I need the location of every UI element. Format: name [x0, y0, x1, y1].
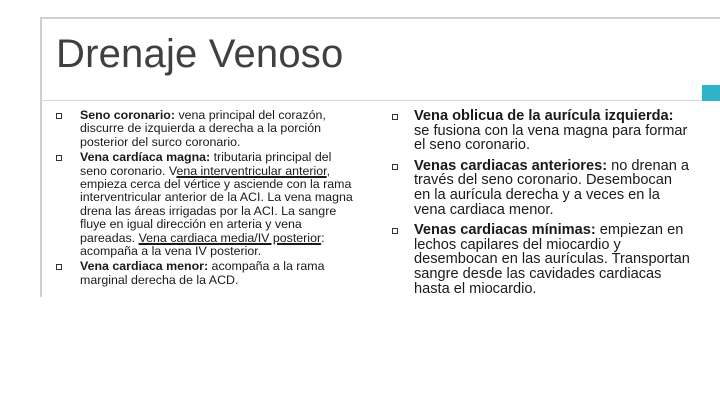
bullet-text: tributaria principal del seno coronario. V [80, 150, 332, 178]
bullet-term: Vena oblicua de la aurícula izquierda: [414, 108, 674, 124]
bullet-item-vena-cardiaca-magna [56, 151, 356, 258]
underlined-text: Vena cardiaca media/IV posterior [138, 230, 322, 245]
square-bullet-icon [392, 228, 398, 234]
square-bullet-icon [392, 164, 398, 170]
bullet-item-venas-anteriores [390, 159, 690, 217]
bullet-text: , empieza cerca del vértice y asciende con la rama interventricular anterior de la ACI. La vena magna drena las áreas irrigadas por la ACI. La sangre fluye en igual dirección en arteria y vena pareadas. [80, 163, 353, 245]
bullet-term: Vena cardiaca menor: [80, 259, 209, 274]
bullet-item-venas-minimas [390, 223, 690, 296]
bullet-text: empiezan en lechos capilares del miocardio y desembocan en las aurículas. Transportan sangre desde las cavidades cardiacas hasta el miocardio. [414, 222, 690, 297]
square-bullet-icon [56, 155, 62, 161]
right-bullet-list [390, 109, 690, 302]
bullet-term: Seno coronario: [80, 108, 176, 122]
bullet-item-seno-coronario [56, 109, 356, 149]
slide-frame-top-line [40, 17, 720, 19]
bullet-item-vena-oblicua [390, 109, 690, 153]
slide-frame-left-line [40, 17, 42, 297]
bullet-term: Vena cardíaca magna: [80, 150, 211, 165]
left-bullet-list [56, 109, 356, 289]
square-bullet-icon [56, 264, 62, 270]
bullet-text: acompaña a la rama marginal derecha de la ACD. [80, 259, 325, 287]
bullet-term: Venas cardiacas mínimas: [414, 222, 596, 239]
bullet-item-vena-cardiaca-menor [56, 260, 356, 287]
slide-title: Drenaje Venoso [56, 32, 344, 76]
underlined-text: ena interventricular anterior [176, 163, 327, 178]
bullet-term: Venas cardiacas anteriores: [414, 157, 608, 174]
bullet-text: se fusiona con la vena magna para formar el seno coronario. [414, 122, 688, 154]
bullet-text: vena principal del corazón, discurre de izquierda a derecha a la porción posterior del surco coronario. [80, 108, 326, 149]
bullet-text: no drenan a través del seno coronario. Desembocan en la aurícula derecha y a veces en la vena cardiaca menor. [414, 157, 690, 218]
accent-bar [702, 85, 720, 101]
bullet-text: : acompaña a la vena IV posterior. [80, 230, 325, 259]
title-divider-line [40, 100, 720, 101]
square-bullet-icon [56, 113, 62, 119]
square-bullet-icon [392, 114, 398, 120]
